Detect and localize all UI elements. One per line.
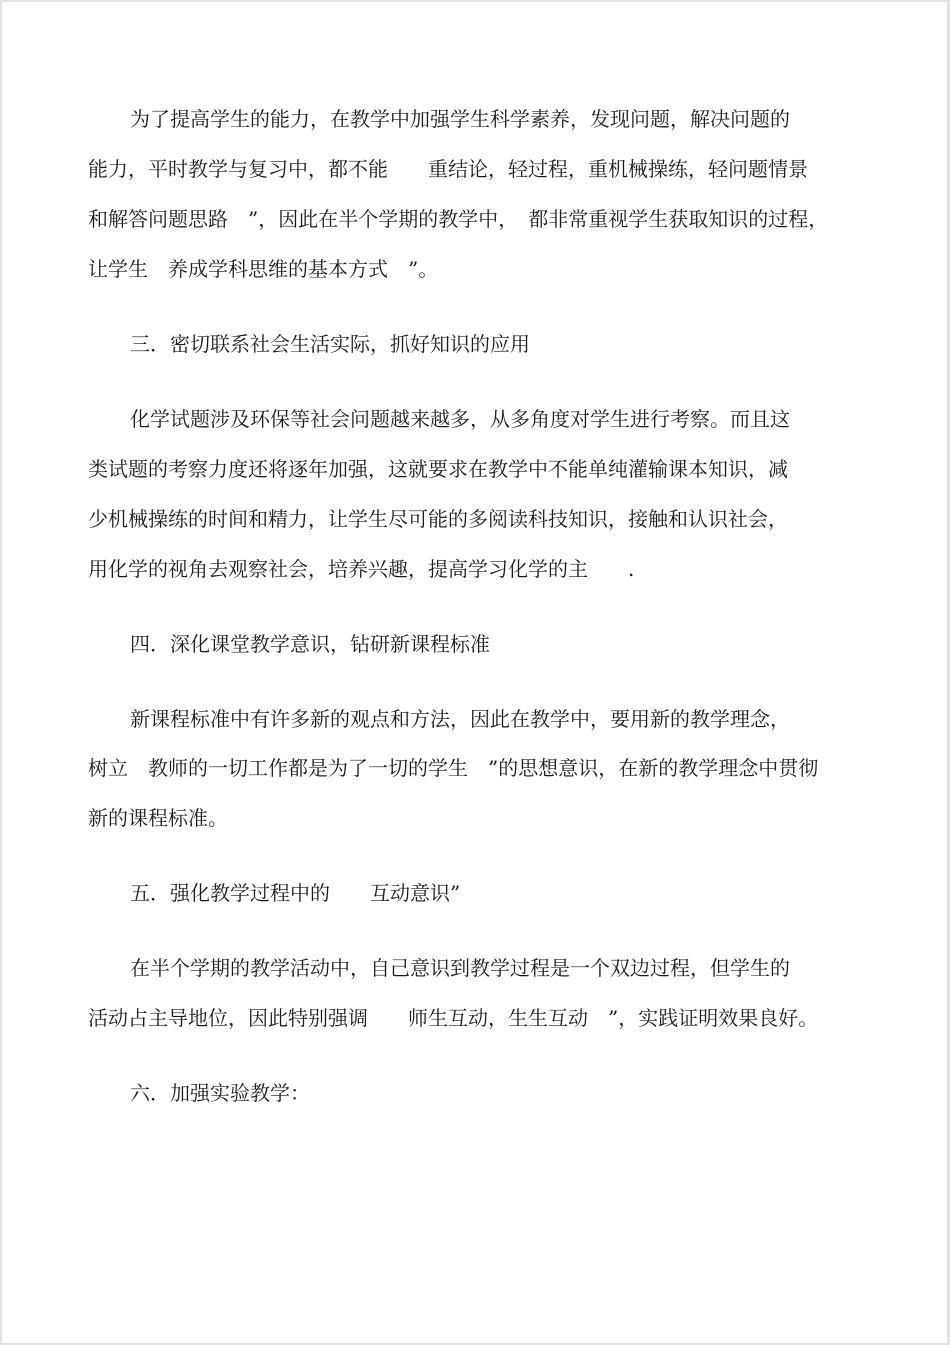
paragraph-3-line-3: 少机械操练的时间和精力，让学生尽可能的多阅读科技知识，接触和认识社会， [88, 507, 788, 531]
paragraph-3-line-2: 类试题的考察力度还将逐年加强，这就要求在教学中不能单纯灌输课本知识，减 [88, 457, 788, 481]
section-heading-6: 六．加强实验教学： [130, 1081, 310, 1105]
section-heading-3: 三．密切联系社会生活实际，抓好知识的应用 [130, 332, 530, 356]
paragraph-4-line-1: 新课程标准中有许多新的观点和方法，因此在教学中，要用新的教学理念， [130, 707, 790, 731]
paragraph-1-line-1: 为了提高学生的能力，在教学中加强学生科学素养，发现问题，解决问题的 [130, 107, 790, 131]
document-page [2, 2, 947, 1343]
section-heading-4: 四．深化课堂教学意识，钻研新课程标准 [130, 632, 490, 656]
paragraph-1-line-2: 能力，平时教学与复习中，都不能 重结论，轻过程，重机械操练，轻问题情景 [88, 157, 808, 181]
paragraph-3-line-1: 化学试题涉及环保等社会问题越来越多，从多角度对学生进行考察。而且这 [130, 407, 790, 431]
paragraph-5-line-1: 在半个学期的教学活动中，自己意识到教学过程是一个双边过程，但学生的 [130, 956, 790, 980]
paragraph-5-line-2: 活动占主导地位，因此特别强调 师生互动，生生互动 ”，实践证明效果良好。 [88, 1006, 819, 1030]
paragraph-1-line-3: 和解答问题思路 ”，因此在半个学期的教学中， 都非常重视学生获取知识的过程， [88, 207, 829, 231]
paragraph-4-line-3: 新的课程标准。 [88, 806, 228, 830]
section-heading-5: 五．强化教学过程中的 互动意识” [130, 881, 461, 905]
paragraph-1-line-4: 让学生 养成学科思维的基本方式 ”。 [88, 257, 439, 281]
paragraph-3-line-4: 用化学的视角去观察社会，培养兴趣，提高学习化学的主 . [88, 557, 635, 581]
paragraph-4-line-2: 树立 教师的一切工作都是为了一切的学生 ”的思想意识，在新的教学理念中贯彻 [88, 756, 819, 780]
